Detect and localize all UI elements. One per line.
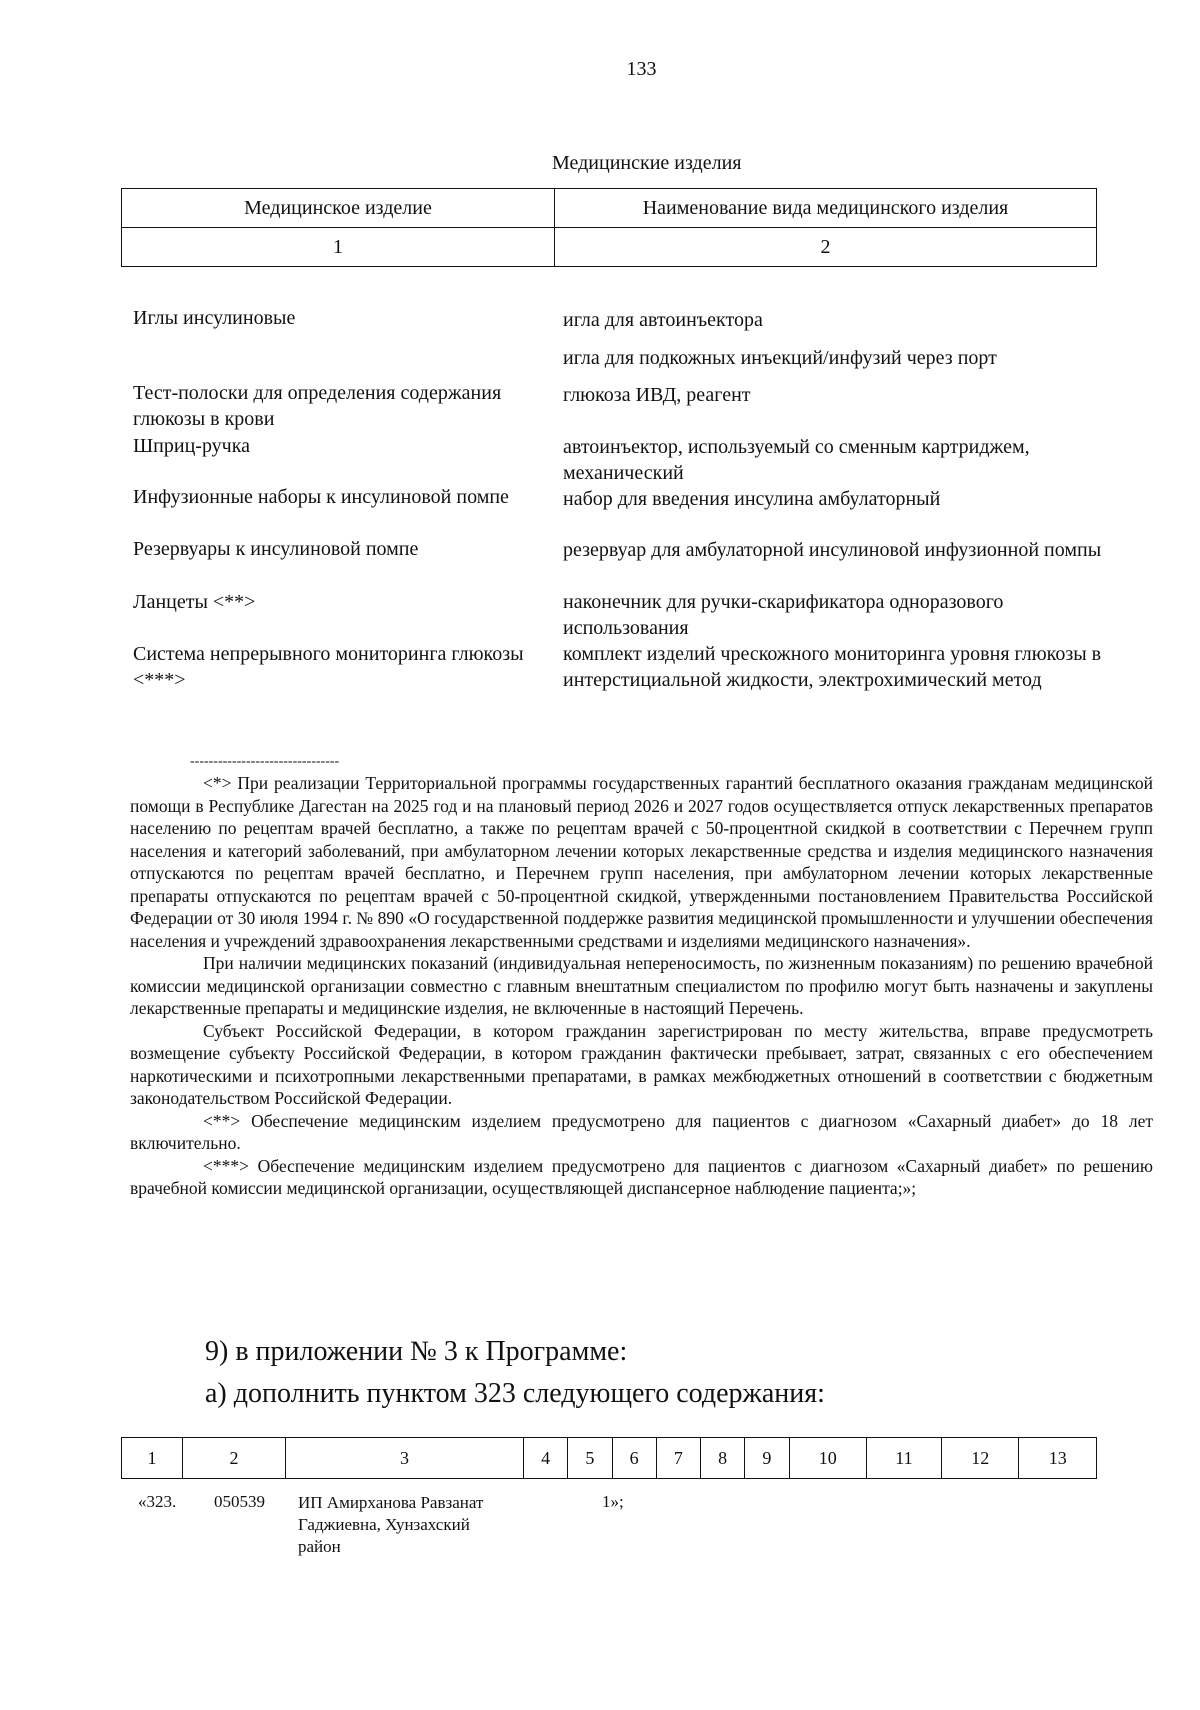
column-number-table (121, 1437, 1097, 1479)
item-type: наконечник для ручки-скарификатора одноразового использования (563, 591, 1004, 639)
footnote-paragraph: Субъект Российской Федерации, в котором гражданин зарегистрирован по месту жительства, вправе предусмотреть возмещение субъекту Российской Федерации, в котором гражданин фактически пребывает, затрат, связанных с его обеспечением наркотическими и психотропными лекарственными препаратами, в рамках межбюджетных отношений в соответствии с бюджетным законодательством Российской Федерации. (130, 1020, 1153, 1108)
entry-value: 1»; (602, 1492, 624, 1511)
entry-organization: ИП Амирханова Равзанат Гаджиевна, Хунзахский район (298, 1493, 484, 1556)
footnote-separator: -------------------------------- (190, 754, 340, 769)
header-col2-title: Наименование вида медицинского изделия (555, 189, 1097, 228)
column-number: 9 (745, 1438, 789, 1479)
item-name: Система непрерывного мониторинга глюкозы <***> (133, 643, 524, 691)
section-heading: 9) в приложении № 3 к Программе: (205, 1336, 628, 1367)
column-number: 2 (183, 1438, 286, 1479)
section-subheading: а) дополнить пунктом 323 следующего содержания: (205, 1378, 825, 1409)
column-number: 12 (941, 1438, 1018, 1479)
footnote-paragraph: <*> При реализации Территориальной программы государственных гарантий бесплатного оказания гражданам медицинской помощи в Республике Дагестан на 2025 год и на плановый период 2026 и 2027 годов осуществляется отпуск лекарственных препаратов населению по рецептам врачей бесплатно, а также по рецептам врачей с 50-процентной скидкой в соответствии с Перечнем групп населения и категорий заболеваний, при амбулаторном лечении которых лекарственные средства и изделия медицинского назначения отпускаются по рецептам врачей бесплатно, и Перечнем групп населения, при амбулаторном лечении которых лекарственные препараты отпускаются по рецептам врачей с 50-процентной скидкой, утвержденными постановлением Правительства Российской Федерации от 30 июля 1994 г. № 890 «О государственной поддержке развития медицинской промышленности и улучшении обеспечения населения и учреждений здравоохранения лекарственными средствами и изделиями медицинского назначения». (130, 773, 1153, 951)
column-number: 10 (789, 1438, 866, 1479)
item-name: Тест-полоски для определения содержания глюкозы в крови (133, 382, 502, 430)
section-caption: Медицинские изделия (552, 152, 742, 174)
column-number: 13 (1019, 1438, 1097, 1479)
header-col1-title: Медицинское изделие (122, 189, 555, 228)
header-col1-num: 1 (122, 228, 555, 267)
column-number: 3 (286, 1438, 524, 1479)
item-type: игла для подкожных инъекций/инфузий через порт (563, 347, 997, 369)
footnote-paragraph: <***> Обеспечение медицинским изделием предусмотрено для пациентов с диагнозом «Сахарный диабет» по решению врачебной комиссии медицинской организации, осуществляющей диспансерное наблюдение пациента;»; (130, 1155, 1153, 1198)
column-number: 8 (701, 1438, 745, 1479)
item-name: Ланцеты <**> (133, 591, 256, 613)
page-number: 133 (626, 58, 657, 80)
header-table (121, 188, 1097, 267)
item-type: комплект изделий чрескожного мониторинга уровня глюкозы в интерстициальной жидкости, электрохимический метод (563, 643, 1102, 691)
item-type: набор для введения инсулина амбулаторный (563, 488, 941, 510)
column-number: 6 (612, 1438, 656, 1479)
column-number: 1 (122, 1438, 183, 1479)
item-name: Шприц-ручка (133, 435, 251, 457)
column-number: 5 (568, 1438, 612, 1479)
item-name: Инфузионные наборы к инсулиновой помпе (133, 486, 509, 508)
item-type: глюкоза ИВД, реагент (563, 384, 751, 406)
item-type: игла для автоинъектора (563, 309, 763, 331)
entry-number: «323. (138, 1492, 177, 1511)
footnote-paragraph: <**> Обеспечение медицинским изделием предусмотрено для пациентов с диагнозом «Сахарный диабет» до 18 лет включительно. (130, 1110, 1153, 1153)
item-type: автоинъектор, используемый со сменным картриджем, механический (563, 436, 1030, 484)
column-number: 7 (656, 1438, 700, 1479)
item-type: резервуар для амбулаторной инсулиновой инфузионной помпы (563, 539, 1102, 561)
column-number: 4 (524, 1438, 568, 1479)
item-name: Иглы инсулиновые (133, 307, 296, 329)
footnote-paragraph: При наличии медицинских показаний (индивидуальная непереносимость, по жизненным показаниям) по решению врачебной комиссии медицинской организации совместно с главным внештатным специалистом по профилю могут быть назначены и закуплены лекарственные препараты и медицинские изделия, не включенные в настоящий Перечень. (130, 953, 1153, 1018)
footnotes (130, 772, 1153, 1200)
column-number: 11 (866, 1438, 941, 1479)
header-col2-num: 2 (555, 228, 1097, 267)
entry-code: 050539 (214, 1492, 265, 1511)
item-name: Резервуары к инсулиновой помпе (133, 538, 419, 560)
